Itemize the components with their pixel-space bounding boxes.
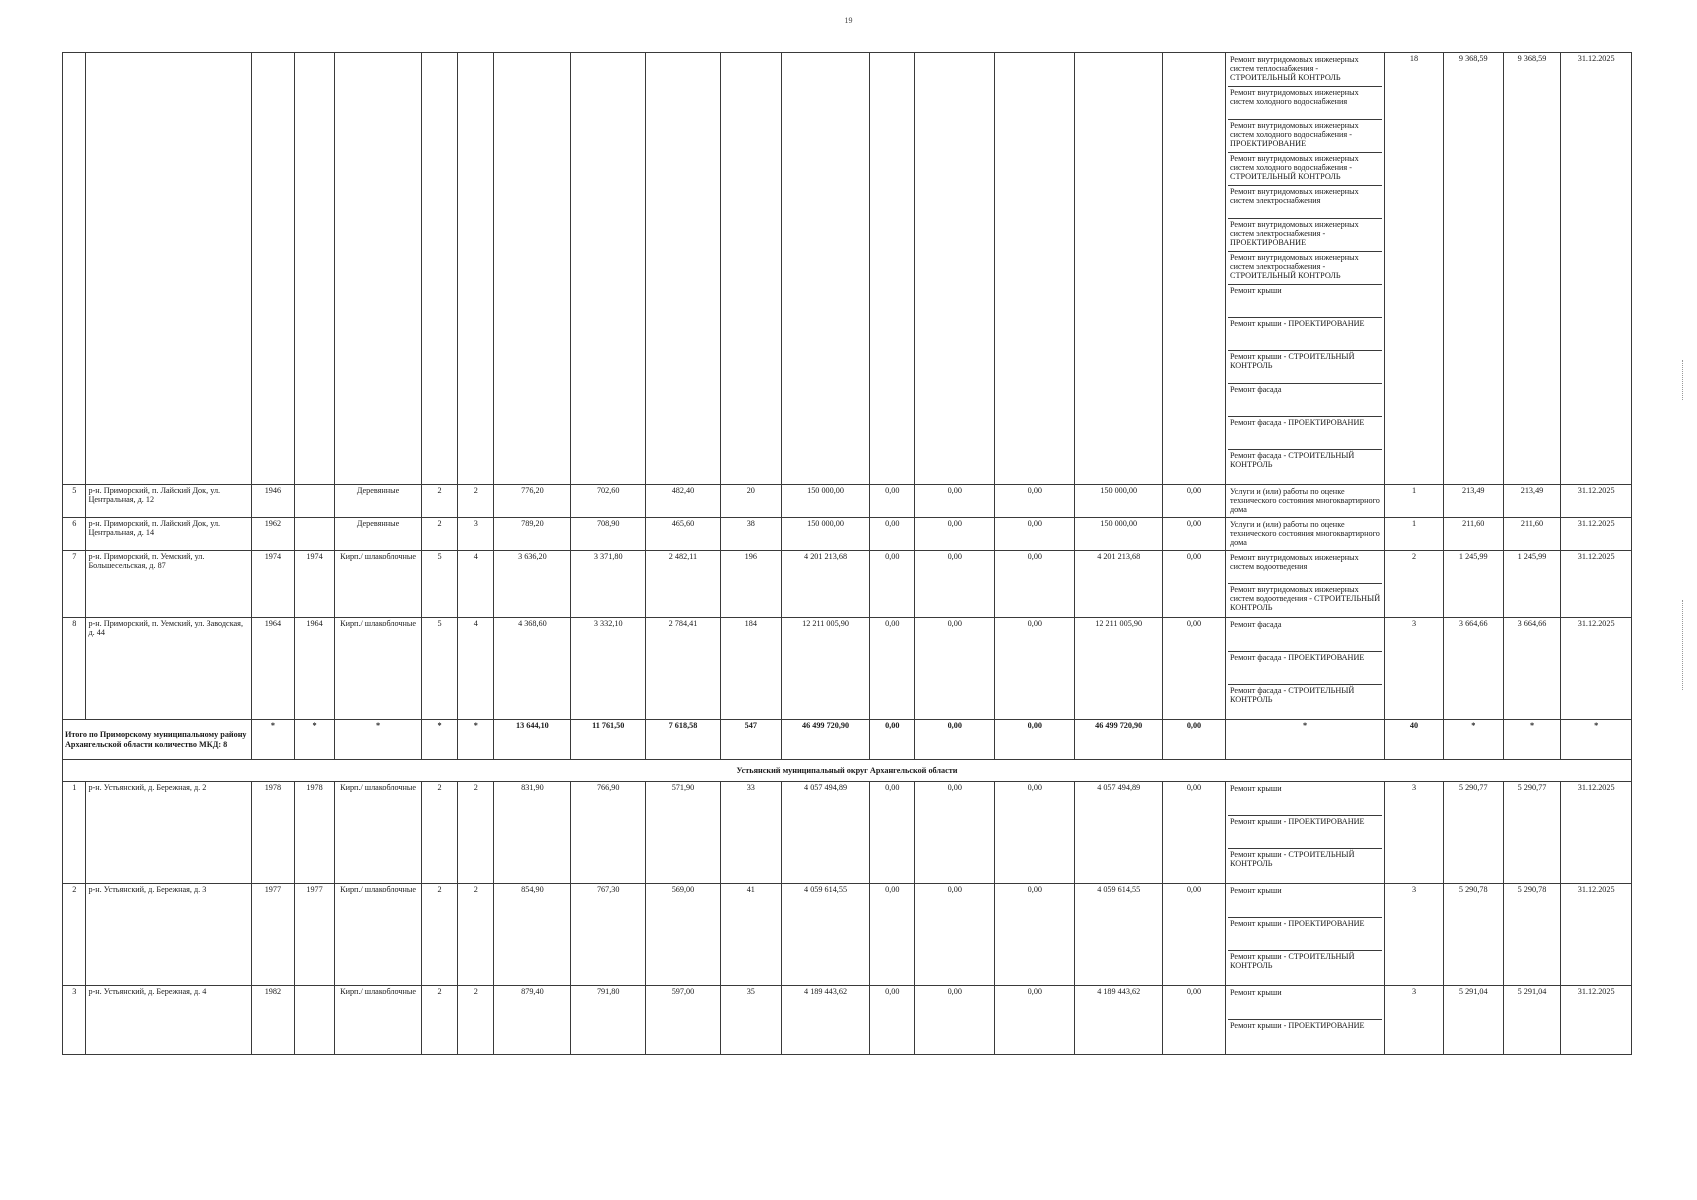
fund-regional: 0,00: [915, 884, 995, 986]
residents: 33: [720, 782, 781, 884]
continuation-row: [63, 53, 1632, 485]
work-count: 1: [1385, 518, 1444, 551]
area-total: 789,20: [494, 518, 571, 551]
fund-federal: 0,00: [870, 618, 915, 720]
floors: 2: [421, 485, 457, 518]
fund-owners: 150 000,00: [1075, 485, 1163, 518]
fund-owners: 4 201 213,68: [1075, 551, 1163, 618]
fund-local: 0,00: [995, 884, 1075, 986]
work-item: Ремонт крыши: [1228, 783, 1382, 816]
work-list: [1225, 884, 1384, 986]
subtotal-residents: 547: [720, 720, 781, 760]
fund-federal: 0,00: [870, 884, 915, 986]
entrances: 3: [458, 518, 494, 551]
row-number: 7: [63, 551, 86, 618]
work-item: Ремонт крыши - СТРОИТЕЛЬНЫЙ КОНТРОЛЬ: [1229, 952, 1355, 971]
cost-limit: 213,49: [1503, 485, 1561, 518]
due-date: 31.12.2025: [1561, 782, 1632, 884]
work-count: 1: [1385, 485, 1444, 518]
year-built: 1962: [252, 518, 295, 551]
cost-limit: 5 290,78: [1503, 884, 1561, 986]
row-number: 8: [63, 618, 86, 720]
subtotal-area-res: 7 618,58: [646, 720, 721, 760]
star-cell: *: [252, 720, 295, 760]
wall-material: Кирп./ шлакоблочные: [335, 782, 422, 884]
cost-per-sqm: 1 245,99: [1443, 551, 1503, 618]
empty-cell: [781, 53, 870, 485]
entrances: 4: [458, 618, 494, 720]
area-total: 854,90: [494, 884, 571, 986]
fund-local: 0,00: [995, 986, 1075, 1055]
due-date: 31.12.2025: [1561, 53, 1632, 485]
floors: 2: [421, 782, 457, 884]
star-cell: *: [421, 720, 457, 760]
empty-cell: [86, 53, 252, 485]
area-residential: 482,40: [646, 485, 721, 518]
work-item: Ремонт крыши: [1228, 285, 1382, 318]
house-row: [63, 485, 1632, 518]
fund-owners: 4 189 443,62: [1075, 986, 1163, 1055]
area-total: 776,20: [494, 485, 571, 518]
subtotal-f4: 46 499 720,90: [1075, 720, 1163, 760]
work-item: Ремонт внутридомовых инженерных систем электроснабжения - СТРОИТЕЛЬНЫЙ КОНТРОЛЬ: [1228, 252, 1382, 285]
fund-federal: 0,00: [870, 518, 915, 551]
empty-cell: [720, 53, 781, 485]
year-built: 1978: [252, 782, 295, 884]
empty-cell: [421, 53, 457, 485]
cost-limit: 3 664,66: [1503, 618, 1561, 720]
fund-other: 0,00: [1162, 518, 1225, 551]
floors: 2: [421, 518, 457, 551]
area-premises: 3 371,80: [571, 551, 646, 618]
work-item: Ремонт внутридомовых инженерных систем холодного водоснабжения: [1228, 87, 1382, 120]
area-premises: 702,60: [571, 485, 646, 518]
work-item: Ремонт фасада - ПРОЕКТИРОВАНИЕ: [1228, 417, 1382, 450]
work-item: Ремонт крыши - СТРОИТЕЛЬНЫЙ КОНТРОЛЬ: [1229, 850, 1355, 869]
star-cell: *: [458, 720, 494, 760]
work-item: Ремонт крыши: [1228, 987, 1382, 1020]
fund-regional: 0,00: [915, 485, 995, 518]
cost-limit: 9 368,59: [1503, 53, 1561, 485]
cost-per-sqm: 9 368,59: [1443, 53, 1503, 485]
area-residential: 465,60: [646, 518, 721, 551]
residents: 20: [720, 485, 781, 518]
house-address: р-н. Приморский, п. Уемский, ул. Большесельская, д. 87: [86, 551, 252, 618]
fund-owners: 150 000,00: [1075, 518, 1163, 551]
fund-other: 0,00: [1162, 485, 1225, 518]
empty-cell: [458, 53, 494, 485]
fund-federal: 0,00: [870, 782, 915, 884]
fund-other: 0,00: [1162, 986, 1225, 1055]
house-address: р-н. Приморский, п. Лайский Док, ул. Центральная, д. 12: [86, 485, 252, 518]
cost-limit: 5 291,04: [1503, 986, 1561, 1055]
work-list: [1225, 551, 1384, 618]
area-residential: 597,00: [646, 986, 721, 1055]
floors: 2: [421, 884, 457, 986]
wall-material: Деревянные: [335, 485, 422, 518]
star-cell: *: [1561, 720, 1632, 760]
section-title: Устьянский муниципальный округ Архангельской области: [63, 760, 1632, 782]
section-header: [63, 760, 1632, 782]
entrances: 2: [458, 782, 494, 884]
star-cell: *: [335, 720, 422, 760]
house-address: р-н. Устьянский, д. Бережная, д. 2: [86, 782, 252, 884]
work-item: Ремонт внутридомовых инженерных систем водоотведения - СТРОИТЕЛЬНЫЙ КОНТРОЛЬ: [1229, 585, 1381, 613]
area-premises: 3 332,10: [571, 618, 646, 720]
work-item: Ремонт внутридомовых инженерных систем электроснабжения: [1228, 186, 1382, 219]
work-count: 3: [1385, 986, 1444, 1055]
area-premises: 708,90: [571, 518, 646, 551]
due-date: 31.12.2025: [1561, 884, 1632, 986]
star-cell: *: [1503, 720, 1561, 760]
area-total: 3 636,20: [494, 551, 571, 618]
fund-owners: 4 057 494,89: [1075, 782, 1163, 884]
work-item: Ремонт фасада: [1228, 619, 1382, 652]
due-date: 31.12.2025: [1561, 551, 1632, 618]
empty-cell: [494, 53, 571, 485]
work-item: Ремонт внутридомовых инженерных систем холодного водоснабжения - ПРОЕКТИРОВАНИЕ: [1228, 120, 1382, 153]
work-list: [1225, 986, 1384, 1055]
subtotal-label: Итого по Приморскому муниципальному району Архангельской области количество МКД: 8: [63, 720, 252, 760]
cost-total: 4 201 213,68: [781, 551, 870, 618]
star-cell: *: [294, 720, 335, 760]
year-built: 1974: [252, 551, 295, 618]
year-built: 1982: [252, 986, 295, 1055]
empty-cell: [252, 53, 295, 485]
cost-per-sqm: 5 291,04: [1443, 986, 1503, 1055]
empty-cell: [995, 53, 1075, 485]
work-item: Услуги и (или) работы по оценке технического состояния многоквартирного дома: [1229, 520, 1380, 548]
work-item: Ремонт внутридомовых инженерных систем электроснабжения - ПРОЕКТИРОВАНИЕ: [1228, 219, 1382, 252]
wall-material: Деревянные: [335, 518, 422, 551]
fund-owners: 12 211 005,90: [1075, 618, 1163, 720]
row-number: 3: [63, 986, 86, 1055]
entrances: 2: [458, 485, 494, 518]
work-count: 3: [1385, 884, 1444, 986]
work-list: [1225, 782, 1384, 884]
house-row: [63, 551, 1632, 618]
year-built: 1977: [252, 884, 295, 986]
residents: 38: [720, 518, 781, 551]
work-item: Ремонт крыши - ПРОЕКТИРОВАНИЕ: [1228, 318, 1382, 351]
cost-total: 4 189 443,62: [781, 986, 870, 1055]
work-list: [1225, 618, 1384, 720]
house-row: [63, 518, 1632, 551]
work-count: 18: [1385, 53, 1444, 485]
residents: 196: [720, 551, 781, 618]
floors: 5: [421, 551, 457, 618]
due-date: 31.12.2025: [1561, 518, 1632, 551]
cost-per-sqm: 5 290,78: [1443, 884, 1503, 986]
work-item: Ремонт внутридомовых инженерных систем теплоснабжения - СТРОИТЕЛЬНЫЙ КОНТРОЛЬ: [1228, 54, 1382, 87]
cost-per-sqm: 5 290,77: [1443, 782, 1503, 884]
year-built: 1946: [252, 485, 295, 518]
year-renovation: [294, 518, 335, 551]
subtotal-f2: 0,00: [915, 720, 995, 760]
fund-owners: 4 059 614,55: [1075, 884, 1163, 986]
subtotal-area-living: 11 761,50: [571, 720, 646, 760]
area-residential: 2 784,41: [646, 618, 721, 720]
house-row: [63, 884, 1632, 986]
cost-limit: 5 290,77: [1503, 782, 1561, 884]
subtotal-count: 40: [1385, 720, 1444, 760]
work-item: Ремонт крыши: [1228, 885, 1382, 918]
wall-material: Кирп./ шлакоблочные: [335, 618, 422, 720]
work-item: Ремонт крыши - ПРОЕКТИРОВАНИЕ: [1228, 816, 1382, 849]
entrances: 4: [458, 551, 494, 618]
residents: 35: [720, 986, 781, 1055]
work-item: Ремонт крыши - СТРОИТЕЛЬНЫЙ КОНТРОЛЬ: [1228, 351, 1382, 384]
house-address: р-н. Приморский, п. Лайский Док, ул. Центральная, д. 14: [86, 518, 252, 551]
work-item: Ремонт фасада - СТРОИТЕЛЬНЫЙ КОНТРОЛЬ: [1229, 451, 1355, 470]
row-number: 1: [63, 782, 86, 884]
work-count: 3: [1385, 618, 1444, 720]
fund-other: 0,00: [1162, 884, 1225, 986]
empty-cell: [335, 53, 422, 485]
house-address: р-н. Устьянский, д. Бережная, д. 4: [86, 986, 252, 1055]
work-count: 2: [1385, 551, 1444, 618]
fund-local: 0,00: [995, 485, 1075, 518]
row-number: 2: [63, 884, 86, 986]
year-renovation: [294, 986, 335, 1055]
work-item: Ремонт крыши - ПРОЕКТИРОВАНИЕ: [1229, 1021, 1365, 1030]
year-built: 1964: [252, 618, 295, 720]
fund-other: 0,00: [1162, 782, 1225, 884]
area-residential: 569,00: [646, 884, 721, 986]
fund-other: 0,00: [1162, 551, 1225, 618]
work-list: [1225, 53, 1384, 485]
margin-mark: [1672, 600, 1683, 690]
subtotal-f5: 0,00: [1162, 720, 1225, 760]
cost-total: 4 059 614,55: [781, 884, 870, 986]
margin-mark: [1672, 360, 1683, 400]
work-item: Услуги и (или) работы по оценке технического состояния многоквартирного дома: [1229, 487, 1380, 515]
row-number: 5: [63, 485, 86, 518]
wall-material: Кирп./ шлакоблочные: [335, 551, 422, 618]
due-date: 31.12.2025: [1561, 986, 1632, 1055]
cost-per-sqm: 213,49: [1443, 485, 1503, 518]
year-renovation: 1978: [294, 782, 335, 884]
empty-cell: [571, 53, 646, 485]
empty-cell: [294, 53, 335, 485]
wall-material: Кирп./ шлакоблочные: [335, 986, 422, 1055]
row-number: 6: [63, 518, 86, 551]
cost-per-sqm: 211,60: [1443, 518, 1503, 551]
work-item: Ремонт крыши - ПРОЕКТИРОВАНИЕ: [1228, 918, 1382, 951]
star-cell: *: [1443, 720, 1503, 760]
fund-regional: 0,00: [915, 986, 995, 1055]
area-total: 4 368,60: [494, 618, 571, 720]
page-number: 19: [844, 16, 853, 25]
wall-material: Кирп./ шлакоблочные: [335, 884, 422, 986]
subtotal-row: [63, 720, 1632, 760]
floors: 2: [421, 986, 457, 1055]
empty-cell: [1075, 53, 1163, 485]
work-item: Ремонт фасада: [1228, 384, 1382, 417]
empty-cell: [870, 53, 915, 485]
empty-cell: [915, 53, 995, 485]
empty-cell: [63, 53, 86, 485]
fund-local: 0,00: [995, 518, 1075, 551]
work-item: Ремонт фасада - ПРОЕКТИРОВАНИЕ: [1228, 652, 1382, 685]
work-list: [1225, 485, 1384, 518]
cost-limit: 1 245,99: [1503, 551, 1561, 618]
subtotal-area-total: 13 644,10: [494, 720, 571, 760]
fund-federal: 0,00: [870, 551, 915, 618]
floors: 5: [421, 618, 457, 720]
star-cell: *: [1225, 720, 1384, 760]
fund-regional: 0,00: [915, 618, 995, 720]
area-premises: 791,80: [571, 986, 646, 1055]
entrances: 2: [458, 986, 494, 1055]
work-item: Ремонт внутридомовых инженерных систем водоотведения: [1228, 552, 1382, 584]
fund-federal: 0,00: [870, 986, 915, 1055]
subtotal-f1: 0,00: [870, 720, 915, 760]
empty-cell: [646, 53, 721, 485]
work-item: Ремонт фасада - СТРОИТЕЛЬНЫЙ КОНТРОЛЬ: [1229, 686, 1355, 705]
fund-regional: 0,00: [915, 782, 995, 884]
work-item: Ремонт внутридомовых инженерных систем холодного водоснабжения - СТРОИТЕЛЬНЫЙ КОНТРОЛЬ: [1228, 153, 1382, 186]
house-address: р-н. Приморский, п. Уемский, ул. Заводская, д. 44: [86, 618, 252, 720]
cost-per-sqm: 3 664,66: [1443, 618, 1503, 720]
area-premises: 767,30: [571, 884, 646, 986]
area-total: 831,90: [494, 782, 571, 884]
fund-local: 0,00: [995, 551, 1075, 618]
subtotal-f3: 0,00: [995, 720, 1075, 760]
fund-regional: 0,00: [915, 518, 995, 551]
cost-total: 12 211 005,90: [781, 618, 870, 720]
cost-total: 4 057 494,89: [781, 782, 870, 884]
fund-regional: 0,00: [915, 551, 995, 618]
work-count: 3: [1385, 782, 1444, 884]
residents: 184: [720, 618, 781, 720]
house-row: [63, 618, 1632, 720]
year-renovation: [294, 485, 335, 518]
cost-total: 150 000,00: [781, 485, 870, 518]
fund-other: 0,00: [1162, 618, 1225, 720]
fund-local: 0,00: [995, 782, 1075, 884]
house-row: [63, 986, 1632, 1055]
residents: 41: [720, 884, 781, 986]
fund-local: 0,00: [995, 618, 1075, 720]
subtotal-total: 46 499 720,90: [781, 720, 870, 760]
cost-total: 150 000,00: [781, 518, 870, 551]
cost-limit: 211,60: [1503, 518, 1561, 551]
area-total: 879,40: [494, 986, 571, 1055]
year-renovation: 1964: [294, 618, 335, 720]
house-address: р-н. Устьянский, д. Бережная, д. 3: [86, 884, 252, 986]
year-renovation: 1974: [294, 551, 335, 618]
empty-cell: [1162, 53, 1225, 485]
entrances: 2: [458, 884, 494, 986]
register-table: [62, 52, 1632, 1055]
area-premises: 766,90: [571, 782, 646, 884]
area-residential: 2 482,11: [646, 551, 721, 618]
work-list: [1225, 518, 1384, 551]
year-renovation: 1977: [294, 884, 335, 986]
fund-federal: 0,00: [870, 485, 915, 518]
due-date: 31.12.2025: [1561, 485, 1632, 518]
area-residential: 571,90: [646, 782, 721, 884]
due-date: 31.12.2025: [1561, 618, 1632, 720]
house-row: [63, 782, 1632, 884]
